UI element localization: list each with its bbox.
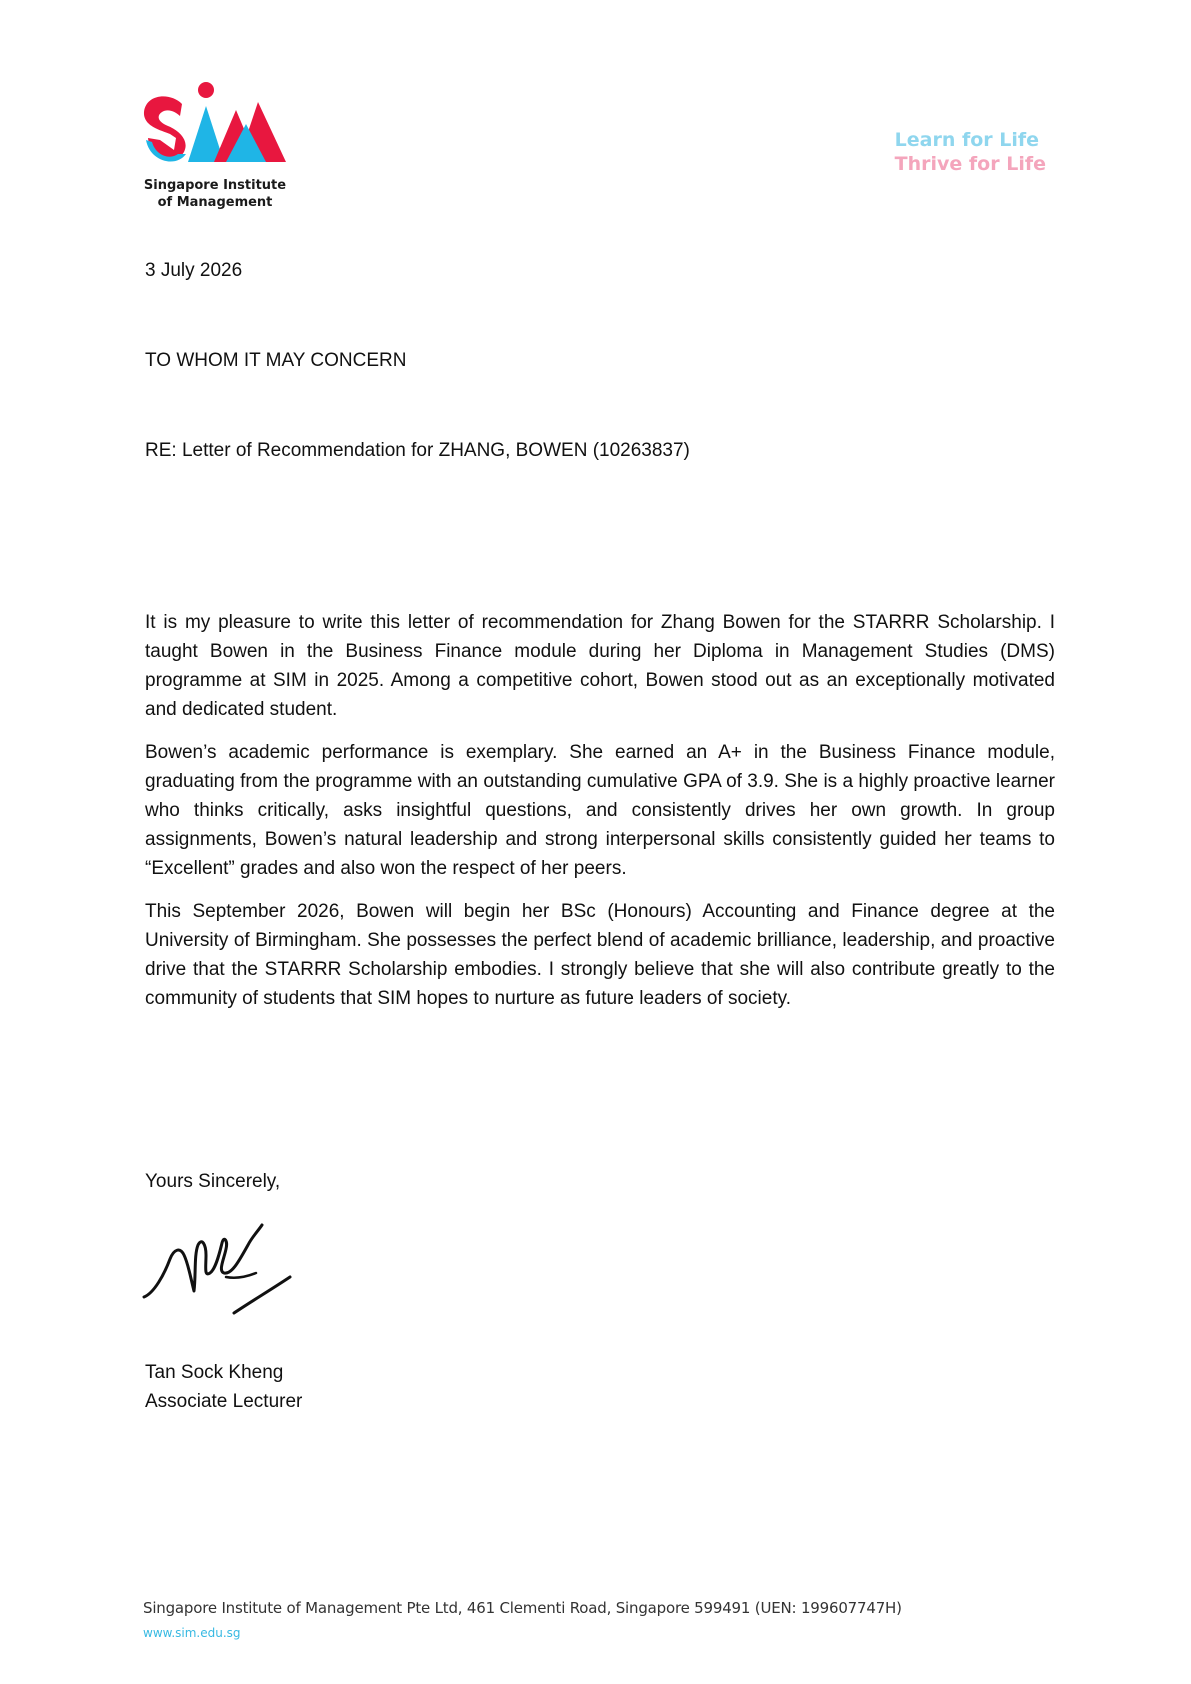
footer-address: Singapore Institute of Management Pte Ltd, 461 Clementi Road, Singapore 599491 (UEN: 199607747H) [143,1599,902,1617]
body-paragraph-2: Bowen’s academic performance is exemplary. She earned an A+ in the Business Finance module, graduating from the programme with an outstanding cumulative GPA of 3.9. She is a highly proactive learner who thinks critically, asks insightful questions, and consistently drives her own growth. In group assignments, Bowen’s natural leadership and strong interpersonal skills consistently guided her teams to “Excellent” grades and also won the respect of her peers. [145,742,1055,879]
footer-website-link[interactable]: www.sim.edu.sg [143,1626,241,1640]
tagline-line-2: Thrive for Life [894,153,1046,175]
sim-logo-mark [140,80,290,175]
letter-body [145,608,1055,1027]
signer-title: Associate Lecturer [145,1391,303,1412]
body-paragraph-1: It is my pleasure to write this letter of recommendation for Zhang Bowen for the STARRR Scholarship. I taught Bowen in the Business Finance module during her Diploma in Management Studies (DMS) programme at SIM in 2025. Among a competitive cohort, Bowen stood out as an exceptionally motivated and dedicated student. [145,612,1055,720]
logo-line-2: of Management [157,195,273,210]
signer-name: Tan Sock Kheng [145,1362,284,1383]
signer-block [145,1358,1055,1416]
handwritten-signature [140,1215,310,1330]
tagline [895,128,1046,176]
page-footer [143,1598,902,1642]
letter-date: 3 July 2026 [145,260,243,281]
body-paragraph-3: This September 2026, Bowen will begin her BSc (Honours) Accounting and Finance degree at the University of Birmingham. She possesses the perfect blend of academic brilliance, leadership, and proactive drive that the STARRR Scholarship embodies. I strongly believe that she will also contribute greatly to the community of students that SIM hopes to nurture as future leaders of society. [145,901,1055,1009]
letter-subject: RE: Letter of Recommendation for ZHANG, BOWEN (10263837) [145,440,690,461]
letter-closing: Yours Sincerely, [145,1171,281,1192]
sim-logo [140,80,290,211]
logo-wordmark [140,177,290,211]
tagline-line-1: Learn for Life [894,129,1040,151]
logo-line-1: Singapore Institute [143,178,287,193]
letter-salutation: TO WHOM IT MAY CONCERN [145,350,407,371]
